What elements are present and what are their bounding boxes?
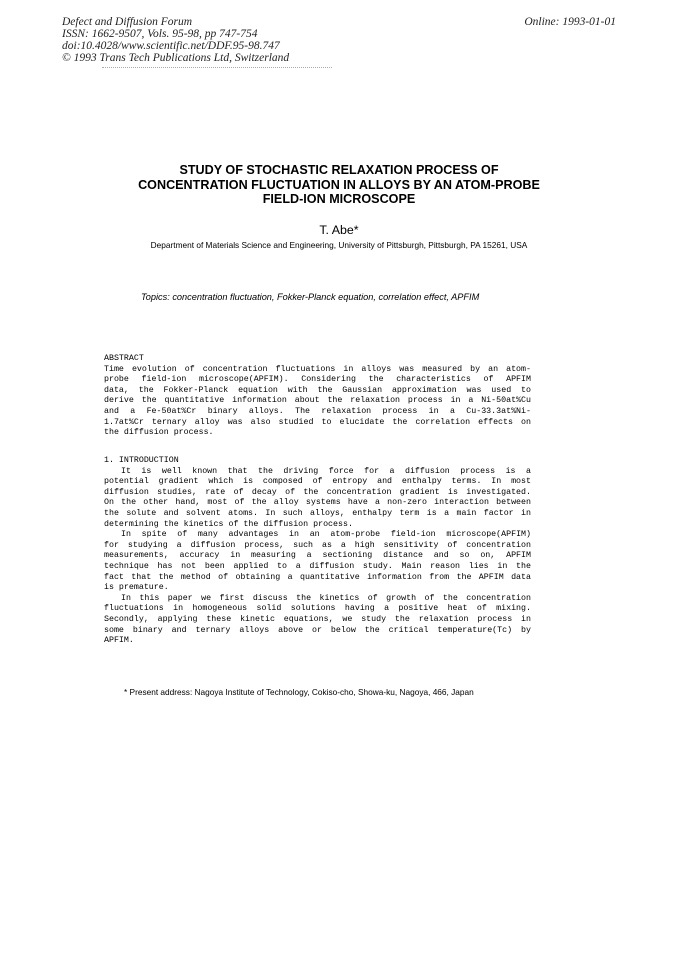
author-name: T. Abe* [319, 223, 359, 237]
doi-line: doi:10.4028/www.scientific.net/DDF.95-98.747 [62, 40, 280, 52]
introduction-heading: 1. INTRODUCTION [104, 456, 179, 465]
body-line: In spite of many advantages in an atom-probe field-ion microscope(APFIM) [121, 530, 531, 540]
body-line: measurements, accuracy in measuring a sectioning distance and so on, APFIM [104, 551, 531, 561]
body-line: some binary and ternary alloys above or below the critical temperature(Tc) by [104, 625, 531, 635]
abstract-line: probe field-ion microscope(APFIM). Considering the characteristics of APFIM [104, 375, 531, 385]
body-line: determining the kinetics of the diffusion process. [104, 519, 353, 529]
online-date: Online: 1993-01-01 [524, 16, 616, 28]
author-footnote: * Present address: Nagoya Institute of Technology, Cokiso-cho, Showa-ku, Nagoya, 466, Japan [124, 687, 474, 697]
abstract-line: derive the quantitative information about the relaxation process in a Ni-50at%Cu [104, 396, 531, 406]
body-line: technique has not been applied to a diffusion study. Main reason lies in the [104, 561, 531, 571]
copyright-line: © 1993 Trans Tech Publications Ltd, Switzerland [62, 52, 290, 64]
journal-header [62, 16, 289, 64]
body-line: fact that the method of obtaining a quantitative information from the APFIM data [104, 572, 531, 582]
title-line: STUDY OF STOCHASTIC RELAXATION PROCESS OF [179, 163, 499, 177]
body-line: Secondly, applying these kinetic equations, we study the relaxation process in [104, 614, 531, 624]
paper-title [60, 163, 618, 207]
body-line: diffusion studies, rate of decay of the concentration gradient is investigated. [104, 487, 531, 497]
title-line: FIELD-ION MICROSCOPE [262, 192, 416, 206]
abstract-section [104, 354, 531, 439]
abstract-line: Time evolution of concentration fluctuations in alloys was measured by an atom- [104, 364, 531, 374]
body-line: potential gradient which is composed of entropy and enthalpy terms. In most [104, 477, 531, 487]
abstract-line: the diffusion process. [104, 428, 214, 438]
abstract-heading: ABSTRACT [104, 354, 144, 363]
journal-name: Defect and Diffusion Forum [62, 16, 192, 28]
body-line: fluctuations in homogeneous solid solutions having a positive heat of mixing. [104, 604, 531, 614]
author-affiliation: Department of Materials Science and Engineering, University of Pittsburgh, Pittsburgh, PA 15261, USA [150, 240, 528, 250]
introduction-section [104, 456, 531, 647]
body-line: APFIM. [104, 636, 134, 646]
body-line: It is well known that the driving force for a diffusion process is a [121, 466, 531, 476]
body-line: the solute and solvent atoms. In such alloys, enthalpy term is a main factor in [104, 508, 531, 518]
faded-original-header [102, 67, 332, 71]
body-line: On the other hand, most of the alloy systems have a non-zero interaction between [104, 498, 531, 508]
abstract-line: data, the Fokker-Planck equation with the Gaussian approximation was used to [104, 385, 531, 395]
body-line: for studying a diffusion process, such as a high sensitivity of concentration [104, 540, 531, 550]
issn-line: ISSN: 1662-9507, Vols. 95-98, pp 747-754 [62, 28, 258, 40]
title-line: CONCENTRATION FLUCTUATION IN ALLOYS BY AN ATOM-PROBE [138, 177, 540, 192]
abstract-line: and a Fe-50at%Cr binary alloys. The relaxation process in a Cu-33.3at%Ni- [104, 406, 531, 416]
abstract-line: 1.7at%Cr ternary alloy was also studied to elucidate the correlation effects on [104, 417, 531, 427]
body-line: is premature. [104, 583, 169, 593]
body-line: In this paper we first discuss the kinetics of growth of the concentration [121, 593, 531, 603]
topics-keywords: Topics: concentration fluctuation, Fokker-Planck equation, correlation effect, APFIM [141, 292, 480, 302]
